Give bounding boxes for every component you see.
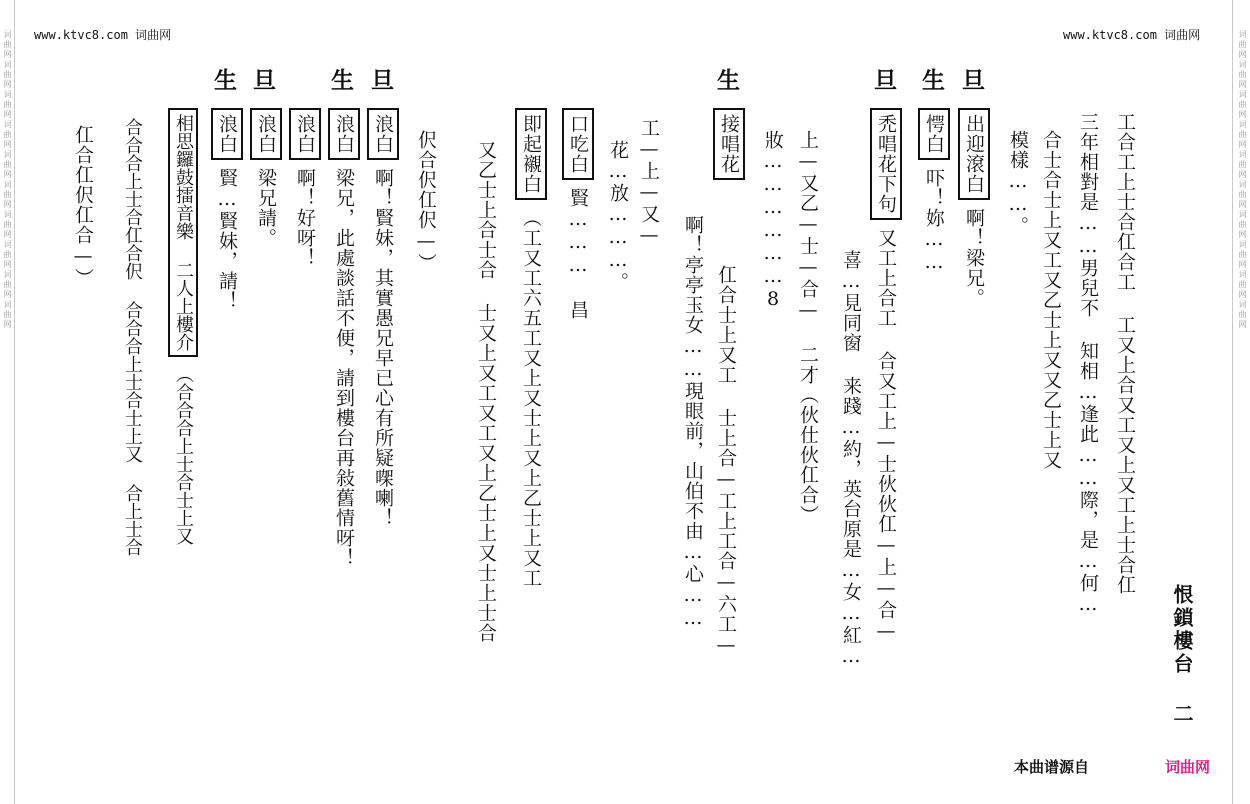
- column-text: 梁兄請。: [255, 168, 277, 248]
- score-column: [870, 108, 902, 643]
- role-marker: 生: [214, 67, 237, 94]
- column-box-label: 禿唱花下句: [870, 108, 902, 220]
- score-column: [1005, 130, 1031, 236]
- column-text: 又乙士上合士合 士又上又工又工又上乙士上又士上士合: [475, 140, 497, 643]
- score-column: [70, 125, 96, 288]
- column-text: 啊！好呀！: [294, 168, 316, 268]
- score-column: [473, 140, 499, 643]
- score-column: [713, 108, 745, 188]
- column-text: 啊！亭亭玉女……現眼前，山伯不由…心……: [682, 215, 704, 630]
- right-watermark: 词曲网词曲网词曲网词曲网词曲网词曲网词曲网词曲网词曲网词曲网: [1238, 30, 1247, 330]
- column-text: 妝………………8: [762, 130, 784, 311]
- right-border-line: [1232, 0, 1233, 804]
- page-title: 恨鎖樓台 二: [1170, 584, 1194, 726]
- role-marker: 旦: [874, 67, 897, 94]
- column-text: 伬合伬仜伬—）: [415, 130, 437, 273]
- score-column: [636, 118, 662, 247]
- left-border-line: [14, 0, 15, 804]
- column-text: 又工上合工 合又工上—士伙伙仜—上—合—: [875, 228, 897, 643]
- column-box-label: 口吃白: [562, 108, 594, 180]
- role-marker: 旦: [253, 67, 276, 94]
- column-box-label: 浪白: [328, 108, 360, 160]
- score-column: [515, 108, 547, 588]
- column-text: 合士合士上又工又乙士上又又乙士上又: [1040, 130, 1062, 470]
- column-text: 賢……… 昌: [567, 188, 589, 320]
- column-text: 花…放………。: [607, 140, 629, 292]
- score-column: [120, 118, 144, 556]
- score-column: [605, 140, 631, 292]
- score-column: [250, 108, 282, 248]
- column-box-label: 浪白: [289, 108, 321, 160]
- header-right-site: www.ktvc8.com 词曲网: [1063, 28, 1201, 42]
- left-watermark: 词曲网词曲网词曲网词曲网词曲网词曲网词曲网词曲网词曲网词曲网: [3, 30, 12, 330]
- footer-site-logo[interactable]: 词曲网: [1165, 758, 1211, 776]
- score-column: [713, 265, 739, 657]
- column-text: （合合合上士合士上又: [173, 365, 194, 545]
- score-column: [1112, 112, 1138, 595]
- score-column: [838, 250, 864, 668]
- score-column: [367, 108, 399, 528]
- column-text: （工又工六五工又上又士上又上乙士上又工: [520, 208, 542, 588]
- column-box-label: 愕白: [918, 108, 950, 160]
- column-text: 梁兄，此處談話不便，請到樓台再敍舊情呀！: [333, 168, 355, 568]
- column-text: 啊！梁兄。: [963, 208, 985, 308]
- column-box-label: 出迎滾白: [958, 108, 990, 200]
- column-text: 工—上—又—: [638, 118, 660, 247]
- role-marker: 旦: [962, 67, 985, 94]
- score-column: [328, 108, 360, 568]
- column-text: 啊！賢妹，其實愚兄早已心有所疑㗎喇！: [372, 168, 394, 528]
- footer-source-label: 本曲谱源自: [1014, 758, 1090, 776]
- column-box-label: 接唱花: [713, 108, 745, 180]
- column-text: 上—又乙—士—合— 二才（伙仕伙仜合）: [797, 130, 819, 525]
- score-column: [1075, 112, 1101, 616]
- column-text: 仜合士上又工 士上合—工上工合—六工—: [715, 265, 737, 657]
- header-left-site: www.ktvc8.com 词曲网: [34, 28, 172, 42]
- score-column: [795, 130, 821, 525]
- column-box-label: 即起襯白: [515, 108, 547, 200]
- column-text: 三年相對是……男兒不 知相…逢此……際，是…何…: [1077, 112, 1099, 616]
- column-box-label: 浪白: [250, 108, 282, 160]
- column-text: 合合合上士合仜合伬 合合合上士合士上又 合上士合: [122, 118, 143, 556]
- role-marker: 生: [717, 67, 740, 94]
- column-text: 喜…見同窗 来踐…約，英台原是…女…紅…: [840, 250, 862, 668]
- score-column: [680, 215, 706, 630]
- column-text: 吓！妳……: [923, 168, 945, 274]
- score-column: [211, 108, 243, 311]
- column-text: 模樣……。: [1007, 130, 1029, 236]
- score-column: [958, 108, 990, 308]
- role-marker: 旦: [371, 67, 394, 94]
- role-marker: 生: [922, 67, 945, 94]
- column-text: 工合工上士合仜合工 工又上合又工又上又工上士合仜: [1114, 112, 1136, 595]
- column-text: 賢…賢妹，請！: [216, 168, 238, 311]
- column-box-label: 相思鑼鼓擂音樂 二人上樓介: [168, 108, 198, 357]
- score-column: [760, 130, 786, 311]
- role-marker: 生: [331, 67, 354, 94]
- score-column: [289, 108, 321, 268]
- column-text: 仜合仜伬仜合—）: [72, 125, 94, 288]
- column-box-label: 浪白: [367, 108, 399, 160]
- column-box-label: 浪白: [211, 108, 243, 160]
- score-column: [918, 108, 950, 274]
- score-column: [168, 108, 198, 545]
- score-column: [562, 108, 594, 320]
- score-column: [413, 130, 439, 273]
- score-column: [1038, 130, 1064, 470]
